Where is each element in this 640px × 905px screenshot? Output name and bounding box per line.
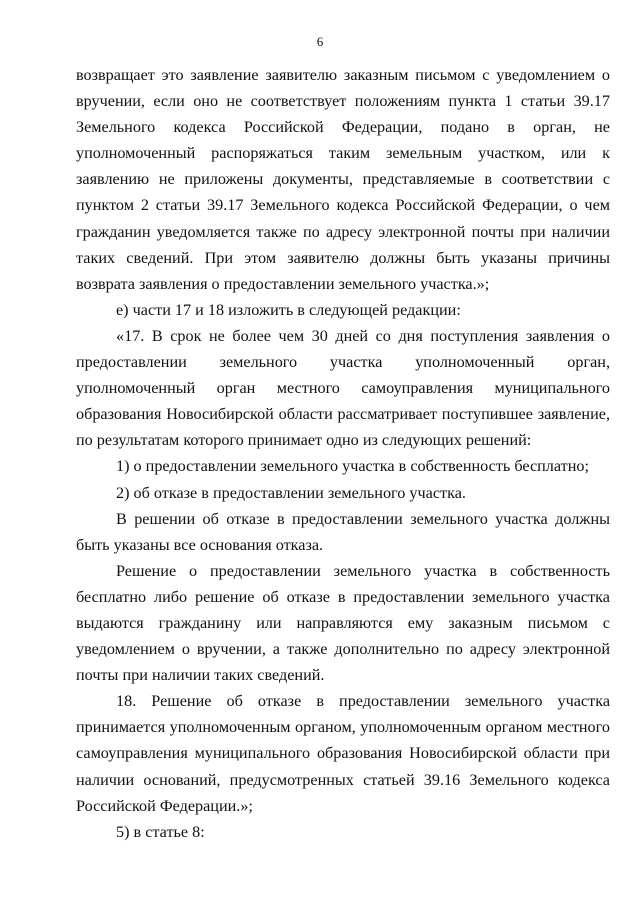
page-number: 6: [316, 34, 324, 49]
paragraph: 18. Решение об отказе в предоставлении земельного участка принимается уполномоченным органом, уполномоченным органом местного самоуправления муниципального образования Новосибирской области при наличии оснований, предусмотренных статьей 39.16 Земельного кодекса Российской Федерации.»;: [76, 692, 610, 815]
paragraph: «17. В срок не более чем 30 дней со дня поступления заявления о предоставлении земельного участка уполномоченный орган, уполномоченный орган местного самоуправления муниципального образования Новосибирской области рассматривает поступившее заявление, по результатам которого принимает одно из следующих решений:: [76, 326, 610, 450]
paragraph: е) части 17 и 18 изложить в следующей редакции:: [116, 300, 461, 319]
paragraph: Решение о предоставлении земельного участка в собственность бесплатно либо решение об отказе в предоставлении земельного участка выдаются гражданину или направляются ему заказным письмом с уведомлением о вручении, а также дополнительно по адресу электронной почты при наличии таких сведений.: [76, 561, 610, 685]
paragraph: возвращает это заявление заявителю заказным письмом с уведомлением о вручении, если оно не соответствует положениям пункта 1 статьи 39.17 Земельного кодекса Российской Федерации, подано в орган, не уполномоченный распоряжаться таким земельным участком, или к заявлению не приложены документы, представляемые в соответствии с пунктом 2 статьи 39.17 Земельного кодекса Российской Федерации, о чем гражданин уведомляется также по адресу электронной почты при наличии таких сведений. При этом заявителю должны быть указаны причины возврата заявления о предоставлении земельного участка.»;: [76, 66, 610, 293]
document-body: [76, 62, 610, 845]
paragraph: 5) в статье 8:: [116, 822, 205, 841]
paragraph: В решении об отказе в предоставлении земельного участка должны быть указаны все основания отказа.: [76, 509, 610, 554]
paragraph: 2) об отказе в предоставлении земельного участка.: [116, 483, 466, 502]
paragraph: 1) о предоставлении земельного участка в собственность бесплатно;: [116, 457, 589, 476]
